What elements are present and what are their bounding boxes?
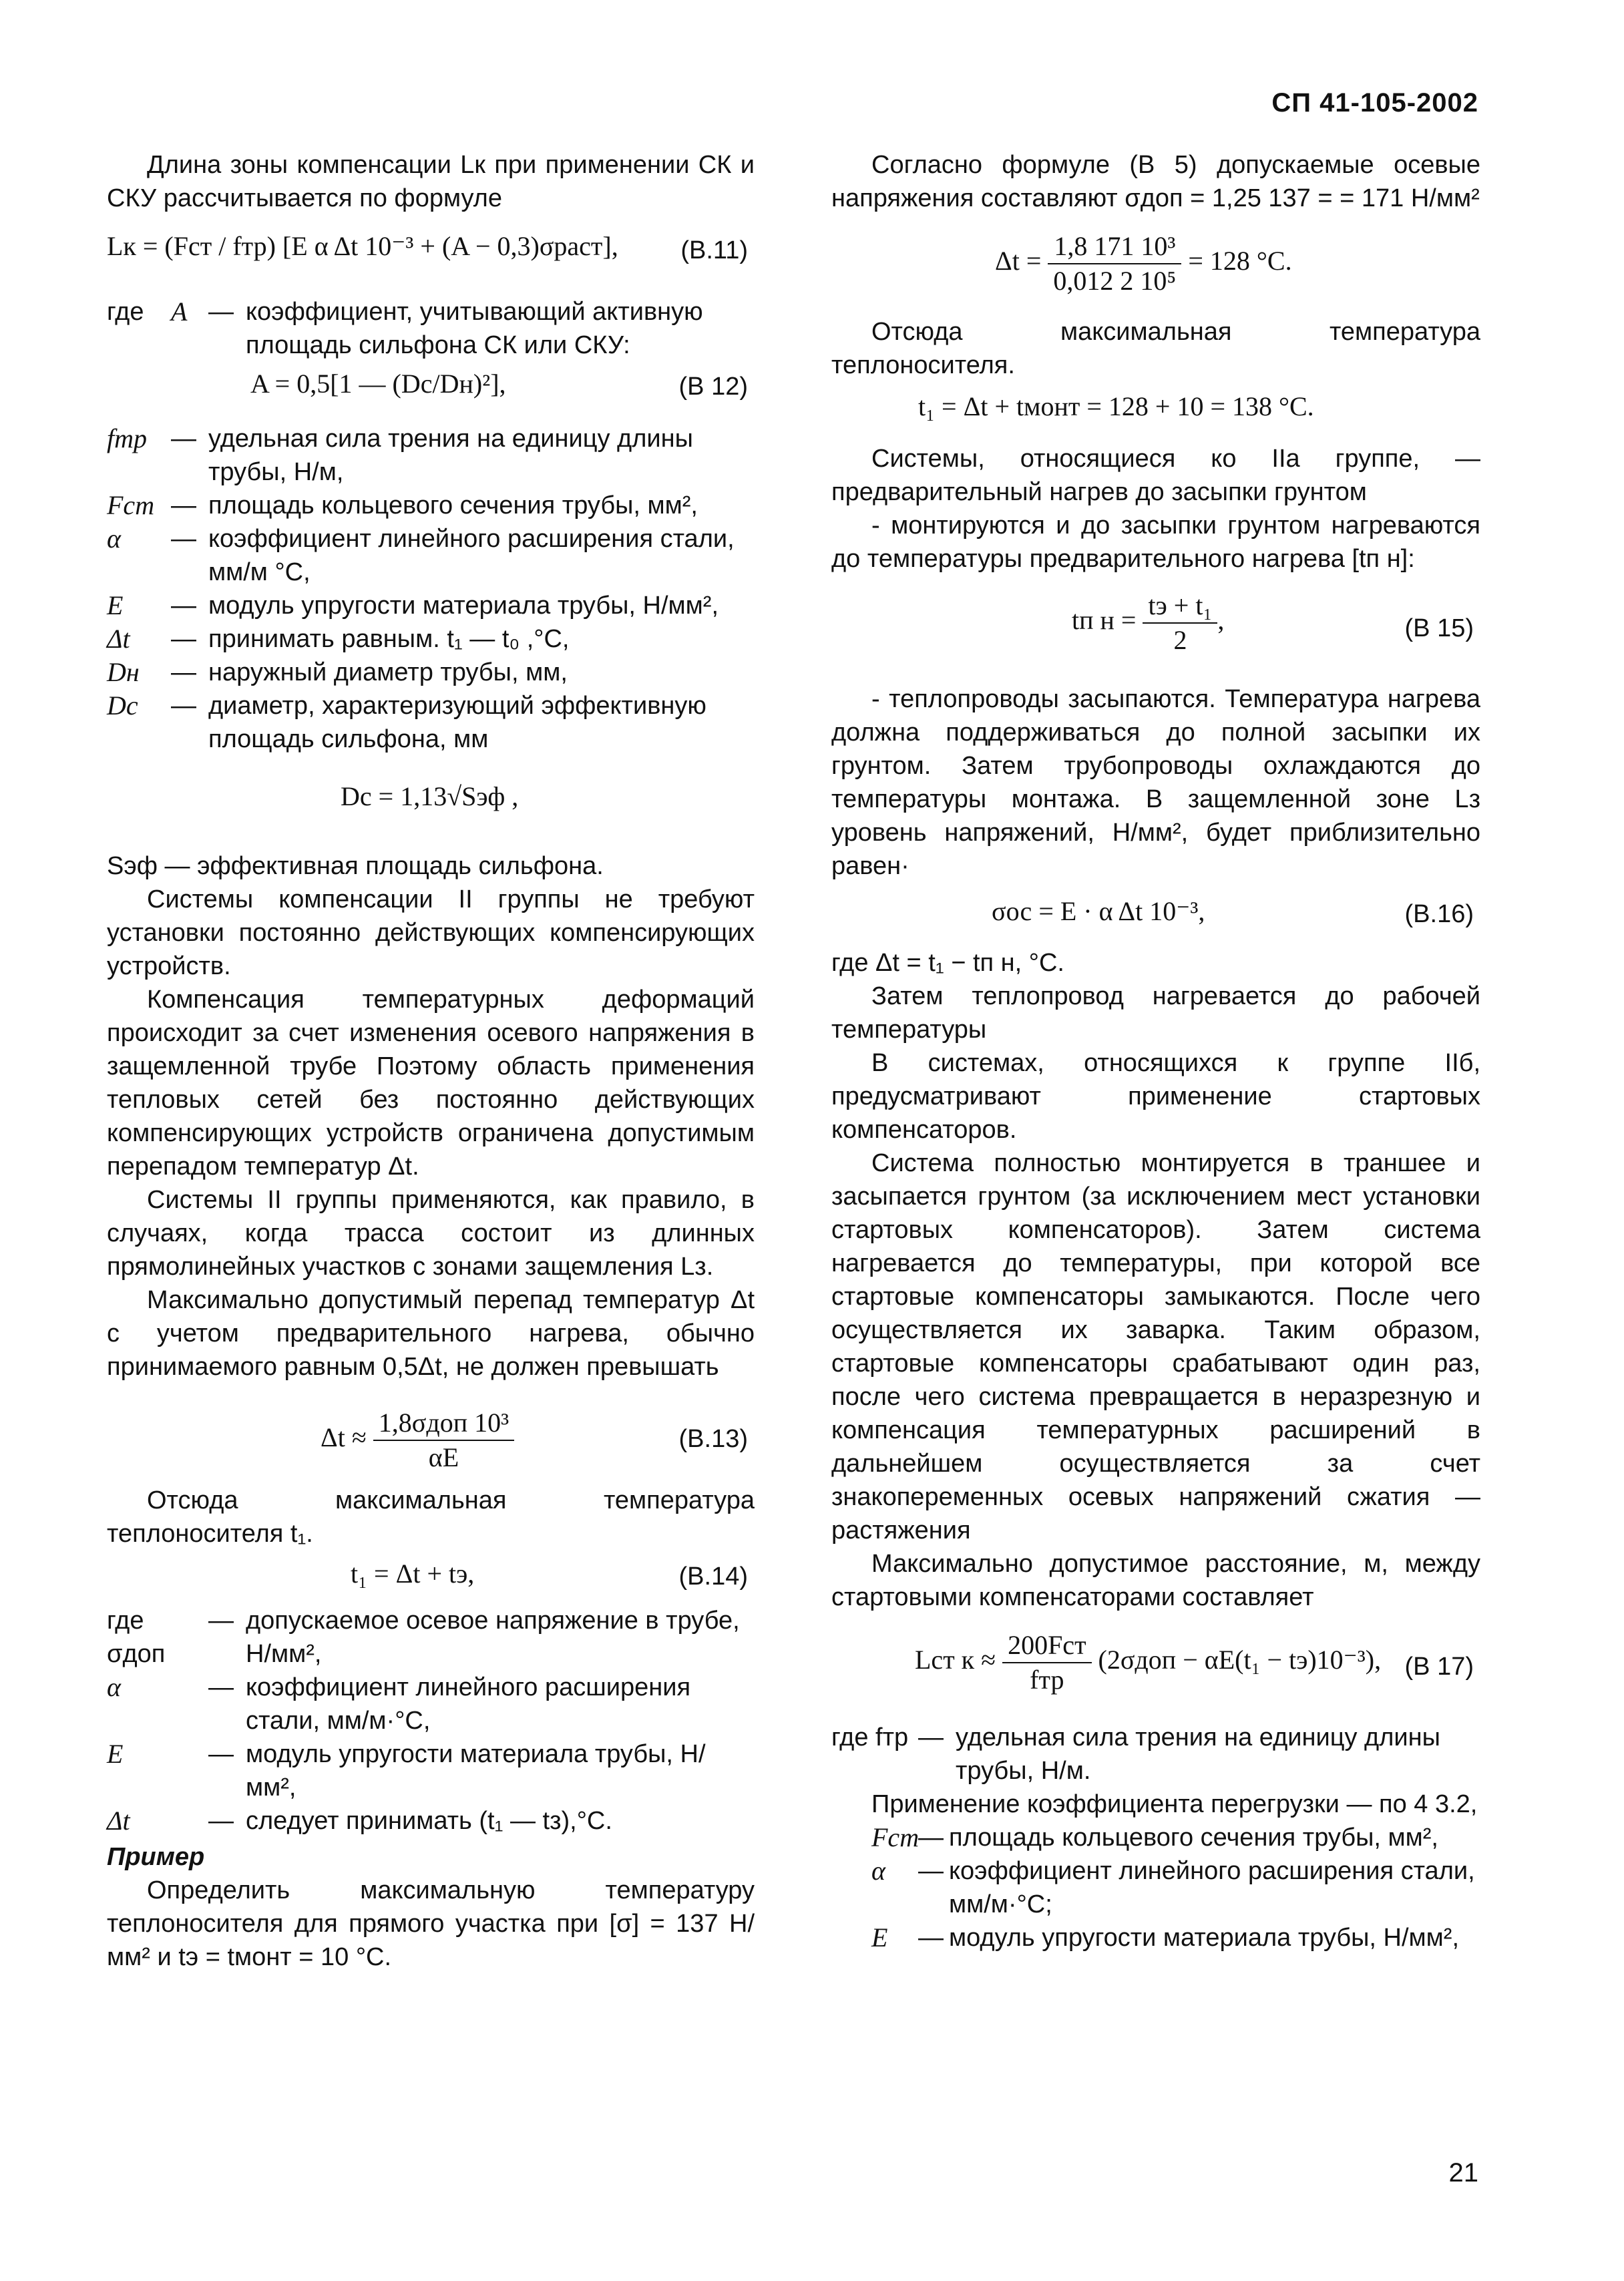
- formula-b13-number: (В.13): [678, 1425, 748, 1453]
- definition-symbol: E: [107, 590, 124, 620]
- formula-b15-expression: tп н = $\frac{\text{tэ + t₁}}{2}$ ,: [1072, 589, 1224, 657]
- definition-dash: —: [918, 1723, 944, 1751]
- definition-text: допускаемое осевое напряжение в трубе, Н/мм²,: [246, 1607, 740, 1668]
- paragraph: Система полностью монтируется в траншее и засыпается грунтом (за исключением мест установки стартовых компенсаторов). Затем система нагревается до температуры, при которой все стартовые компенсаторы замыкаются. После чего осуществляется их заварка. Таким образом, стартовые компенсаторы срабатывают один раз, после чего система превращается в неразрезную и компенсация температурных расширений в дальнейшем осуществляется за счет знакопеременных осевых напряжений сжатия — растяжения: [831, 1149, 1480, 1544]
- definition-dash: —: [918, 1824, 944, 1852]
- definition-item: [107, 656, 755, 689]
- formula-b16-expression: σос = E · α Δt 10⁻³,: [992, 896, 1205, 926]
- definition-symbol: Dн: [107, 657, 140, 687]
- definition-text: коэффициент, учитывающий активную площадь сильфона СК или СКУ:: [246, 298, 703, 359]
- formula-b16-number: (В.16): [1404, 900, 1474, 928]
- definitions-list-1: [107, 422, 755, 756]
- formula-b11-number: (В.11): [680, 236, 748, 264]
- formula-b17: [831, 1614, 1480, 1721]
- fraction: [1002, 1629, 1091, 1697]
- definition-symbol: Fст: [871, 1822, 920, 1852]
- definition-text: коэффициент линейного расширения стали, мм/м °С,: [208, 525, 735, 586]
- formula-b17-lhs: Lст к ≈: [915, 1645, 996, 1675]
- paragraph: Системы II группы применяются, как правило, в случаях, когда трасса состоит из длинных прямолинейных участков с зонами защемления Lз.: [107, 1186, 755, 1281]
- definition-dash: —: [208, 1807, 234, 1835]
- fraction-numerator: 1,8 171 10³: [1048, 230, 1181, 264]
- definition-text: модуль упругости материала трубы, Н/мм²,: [949, 1924, 1460, 1952]
- page-number: 21: [1448, 2158, 1478, 2188]
- formula-b15-number: (В 15): [1404, 614, 1474, 642]
- definition-item: [107, 1737, 755, 1804]
- definition-text: площадь кольцевого сечения трубы, мм²,: [208, 491, 698, 520]
- definition-text: удельная сила трения на единицу длины трубы, Н/м.: [956, 1723, 1440, 1785]
- definition-item: [871, 1854, 1480, 1921]
- definition-text: модуль упругости материала трубы, Н/мм²,: [208, 592, 719, 620]
- definition-item: [871, 1821, 1480, 1854]
- formula-b16: [831, 883, 1480, 946]
- definition-symbol: fтр: [107, 423, 147, 453]
- definition-symbol: α: [107, 1672, 121, 1702]
- definition-item: [107, 689, 755, 756]
- definition-item: [107, 522, 755, 589]
- definition-text: коэффициент линейного расширения стали, мм/м·°С;: [949, 1857, 1475, 1918]
- example-text: Определить максимальную температуру теплоносителя для прямого участка при [σ] = 137 Н/мм² и tэ = tмонт = 10 °С.: [107, 1876, 755, 1971]
- formula-t1: [831, 382, 1480, 442]
- definition-dash: —: [208, 1740, 234, 1768]
- definition-text: коэффициент линейного расширения стали, мм/м·°С,: [246, 1673, 691, 1735]
- paragraph-intro: Длина зоны компенсации Lк при применении СК и СКУ рассчитывается по формуле: [107, 151, 755, 212]
- paragraph: Отсюда максимальная температура теплоносителя t₁.: [107, 1486, 755, 1548]
- definition-item: [107, 1671, 755, 1737]
- formula-dt-rhs: = 128 °С.: [1188, 246, 1292, 276]
- definition-dash: —: [208, 1673, 234, 1701]
- definition-dash: —: [918, 1857, 944, 1885]
- where-label: где σдоп: [107, 1607, 166, 1668]
- formula-b12-number: (В 12): [678, 373, 748, 401]
- paragraph: Применение коэффициента перегрузки — по 4 3.2,: [871, 1790, 1478, 1818]
- definition-dash: —: [208, 298, 234, 326]
- definitions-list-2: [107, 1671, 755, 1838]
- definition-A: [107, 295, 755, 362]
- formula-b15: [831, 576, 1480, 682]
- definition-symbol: E: [107, 1739, 124, 1769]
- paragraph: Системы компенсации II группы не требуют установки постоянно действующих компенсирующих устройств.: [107, 885, 755, 980]
- definition-dash: —: [171, 525, 196, 553]
- fraction: [373, 1406, 514, 1474]
- definition-text: модуль упругости материала трубы, Н/мм²,: [246, 1740, 706, 1802]
- definition-text: наружный диаметр трубы, мм,: [208, 658, 568, 686]
- fraction: [1143, 589, 1217, 657]
- definition-text: принимать равным. t₁ — t₀ ,°С,: [208, 625, 570, 653]
- formula-b17-number: (В 17): [1404, 1653, 1474, 1681]
- formula-dt: [831, 215, 1480, 315]
- where-label: где: [107, 298, 144, 326]
- right-column: [831, 148, 1480, 1954]
- formula-b11: [107, 215, 755, 295]
- definition-dash: —: [171, 491, 196, 520]
- fraction-denominator: fтр: [1030, 1665, 1064, 1695]
- formula-dc: [107, 756, 755, 849]
- definition-dash: —: [171, 425, 196, 453]
- definition-dash: —: [171, 658, 196, 686]
- paragraph: Системы, относящиеся ко IIa группе, — предварительный нагрев до засыпки грунтом: [831, 445, 1480, 506]
- definition-symbol: Δt: [107, 1806, 130, 1836]
- paragraph: Отсюда максимальная температура теплоносителя.: [831, 318, 1480, 379]
- paragraph: Затем теплопровод нагревается до рабочей температуры: [831, 982, 1480, 1044]
- formula-b13-expression: [321, 1406, 514, 1474]
- formula-dt-expression: [995, 230, 1292, 298]
- paragraph: где Δt = t₁ − tп н, °С.: [831, 949, 1064, 977]
- definition-symbol: Δt: [107, 624, 130, 654]
- definition-dash: —: [171, 692, 196, 720]
- fraction-denominator: αE: [428, 1442, 459, 1472]
- definition-text: диаметр, характеризующий эффективную площадь сильфона, мм: [208, 692, 706, 753]
- formula-b12-expression: A = 0,5[1 — (Dс/Dн)²],: [250, 369, 506, 399]
- definition-item: [107, 1804, 755, 1838]
- definition-text: следует принимать (t₁ — tз),°С.: [246, 1807, 612, 1835]
- fraction-numerator: tэ + t₁: [1143, 589, 1217, 624]
- paragraph: - теплопроводы засыпаются. Температура нагрева должна поддерживаться до полной засыпки их грунтом. Затем трубопроводы охлаждаются до температуры монтажа. В защемленной зоне Lз уровень напряжений, Н/мм², будет приблизительно равен·: [831, 685, 1480, 880]
- definition-symbol: A: [171, 296, 188, 327]
- definition-symbol: α: [871, 1856, 885, 1886]
- definition-text: площадь кольцевого сечения трубы, мм²,: [949, 1824, 1438, 1852]
- definitions-list-3: [831, 1821, 1480, 1954]
- definition-seff: Sэф — эффективная площадь сильфона.: [107, 852, 604, 880]
- formula-b17-expression: [915, 1629, 1381, 1697]
- paragraph: Согласно формуле (В 5) допускаемые осевые напряжения составляют σдоп = 1,25 137 = = 171 Н/мм²: [831, 151, 1480, 212]
- paragraph: Максимально допустимое расстояние, м, между стартовыми компенсаторами составляет: [831, 1550, 1480, 1611]
- formula-dc-expression: Dс = 1,13√Sэф ,: [341, 781, 519, 811]
- left-column: [107, 148, 755, 1974]
- definition-item: [107, 422, 755, 489]
- formula-b13: [107, 1384, 755, 1484]
- formula-b12: [107, 362, 755, 422]
- definition-text: удельная сила трения на единицу длины трубы, Н/м,: [208, 425, 693, 486]
- fraction-denominator: 2: [1173, 625, 1187, 655]
- formula-b17-rhs: (2σдоп − αE(t₁ − tэ)10⁻³),: [1098, 1645, 1382, 1675]
- definition-dash: —: [918, 1924, 944, 1952]
- fraction: [1048, 230, 1181, 298]
- definition-dash: —: [171, 625, 196, 653]
- formula-b14-number: (В.14): [678, 1563, 748, 1591]
- formula-b14-expression: t₁ = Δt + tэ,: [351, 1559, 475, 1589]
- definition-dash: —: [208, 1607, 234, 1635]
- definition-symbol: Fст: [107, 490, 155, 520]
- definition-symbol: Dс: [107, 690, 138, 720]
- definition-item: [107, 622, 755, 656]
- fraction-numerator: 1,8σдоп 10³: [373, 1406, 514, 1441]
- fraction-numerator: 200Fст: [1002, 1629, 1091, 1663]
- formula-dt-lhs: Δt =: [995, 246, 1042, 276]
- definition-ftr: [831, 1721, 1480, 1788]
- paragraph: Максимально допустимый перепад температур Δt с учетом предварительного нагрева, обычно принимаемого равным 0,5Δt, не должен превышать: [107, 1286, 755, 1381]
- formula-t1-expression: t₁ = Δt + tмонт = 128 + 10 = 138 °С.: [918, 391, 1314, 421]
- definition-dash: —: [171, 592, 196, 620]
- definition-symbol: E: [871, 1922, 888, 1952]
- example-title: Пример: [107, 1843, 205, 1871]
- formula-b15-lhs: tп н =: [1072, 605, 1137, 636]
- definition-symbol: α: [107, 524, 121, 554]
- paragraph: Компенсация температурных деформаций происходит за счет изменения осевого напряжения в защемленной трубе Поэтому область применения тепловых сетей без постоянно действующих компенсирующих устройств ограничена допустимым перепадом температур Δt.: [107, 986, 755, 1181]
- paragraph: В системах, относящихся к группе IIб, предусматривают применение стартовых компенсаторов.: [831, 1049, 1480, 1144]
- definition-item: [871, 1921, 1480, 1954]
- definition-sigma-dop: [107, 1604, 755, 1671]
- where-label: где fтр: [831, 1723, 909, 1751]
- document-code-header: СП 41-105-2002: [1271, 88, 1478, 118]
- fraction-denominator: 0,012 2 10⁵: [1053, 266, 1177, 296]
- formula-b13-lhs: Δt ≈: [321, 1422, 367, 1453]
- formula-b11-expression: Lк = (Fст / fтр) [E α Δt 10⁻³ + (A − 0,3)σраст],: [107, 231, 618, 261]
- definition-item: [107, 589, 755, 622]
- paragraph: - монтируются и до засыпки грунтом нагреваются до температуры предварительного нагрева [tп н]:: [831, 511, 1480, 573]
- definition-item: [107, 489, 755, 522]
- formula-b14: [107, 1550, 755, 1604]
